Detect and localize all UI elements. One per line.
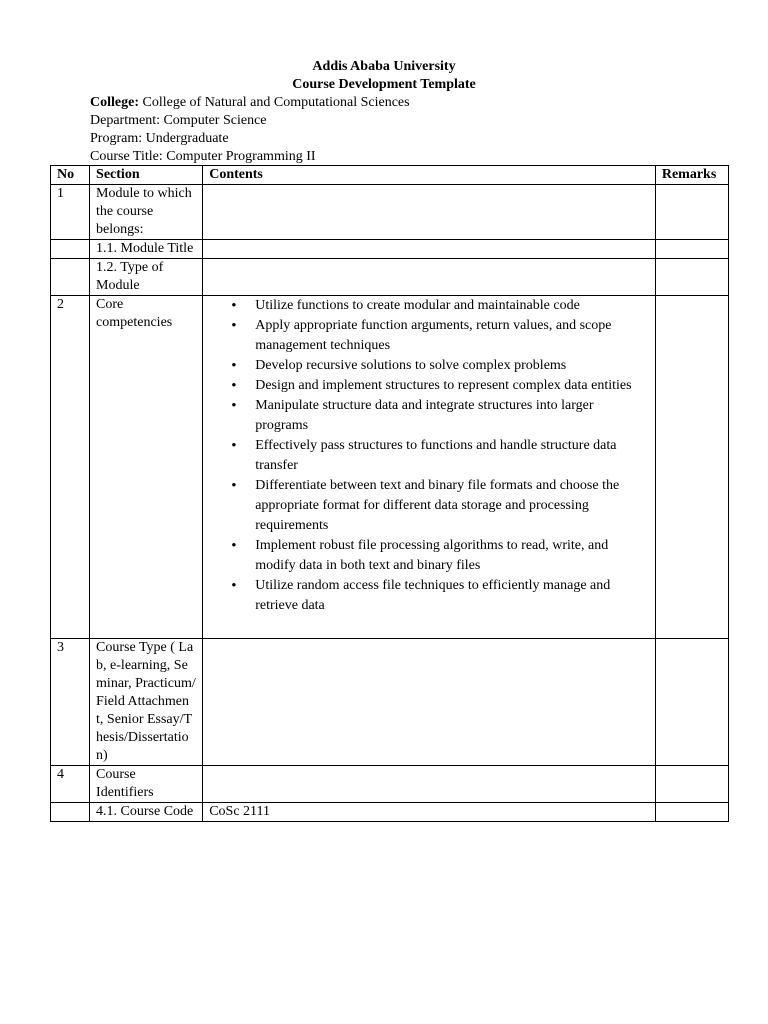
row-remarks: [655, 240, 728, 259]
row-remarks: [655, 259, 728, 296]
row-contents: [203, 240, 656, 259]
row-section: Module to which the course belongs:: [90, 185, 203, 240]
college-label: College:: [90, 95, 139, 110]
row-contents: CoSc 2111: [203, 803, 656, 822]
row-remarks: [655, 185, 728, 240]
table-header-row: [51, 166, 729, 185]
list-item: • Develop recursive solutions to solve complex problems: [255, 356, 649, 376]
course-title-line: Course Title: Computer Programming II: [90, 149, 316, 164]
row-number: [51, 240, 90, 259]
competencies-cell: [203, 296, 656, 639]
course-template-table: [50, 165, 729, 822]
list-item: • Differentiate between text and binary file formats and choose the appropriate format for different data storage and processing requirements: [255, 476, 649, 536]
row-contents: [203, 259, 656, 296]
row-section: 1.2. Type of Module: [90, 259, 203, 296]
department-line: Department: Computer Science: [90, 113, 267, 128]
list-item: • Utilize random access file techniques to efficiently manage and retrieve data: [255, 576, 649, 616]
table-row: [51, 766, 729, 803]
row-contents: [203, 185, 656, 240]
table-row: [51, 803, 729, 822]
row-section: Course Type ( Lab, e-learning, Seminar, Practicum/ Field Attachment, Senior Essay/Thesis/Dissertation): [90, 639, 203, 766]
row-number: 2: [51, 296, 90, 639]
table-row: [51, 259, 729, 296]
row-section: Core competencies: [90, 296, 203, 639]
row-number: 4: [51, 766, 90, 803]
table-row: [51, 240, 729, 259]
list-item: • Manipulate structure data and integrate structures into larger programs: [255, 396, 649, 436]
document-header: [0, 58, 768, 166]
row-remarks: [655, 766, 728, 803]
list-item: • Effectively pass structures to functions and handle structure data transfer: [255, 436, 649, 476]
row-contents: [203, 766, 656, 803]
table-row: [51, 296, 729, 639]
list-item: • Design and implement structures to represent complex data entities: [255, 376, 649, 396]
row-number: 1: [51, 185, 90, 240]
header-remarks: Remarks: [655, 166, 728, 185]
list-item: • Implement robust file processing algorithms to read, write, and modify data in both text and binary files: [255, 536, 649, 576]
program-line: Program: Undergraduate: [90, 131, 229, 146]
college-line: [0, 94, 768, 112]
list-item: • Apply appropriate function arguments, return values, and scope management techniques: [255, 316, 649, 356]
competency-list: [209, 296, 649, 616]
row-number: [51, 259, 90, 296]
row-remarks: [655, 296, 728, 639]
row-number: 3: [51, 639, 90, 766]
table-row: [51, 639, 729, 766]
header-no: No: [51, 166, 90, 185]
row-remarks: [655, 803, 728, 822]
row-section: 1.1. Module Title: [90, 240, 203, 259]
row-contents: [203, 639, 656, 766]
row-number: [51, 803, 90, 822]
college-value: College of Natural and Computational Sciences: [142, 95, 410, 110]
list-item: • Utilize functions to create modular and maintainable code: [255, 296, 649, 316]
row-remarks: [655, 639, 728, 766]
table-row: [51, 185, 729, 240]
header-section: Section: [90, 166, 203, 185]
template-title: Course Development Template: [292, 77, 476, 92]
header-contents: Contents: [203, 166, 656, 185]
row-section: 4.1. Course Code: [90, 803, 203, 822]
row-section: Course Identifiers: [90, 766, 203, 803]
university-name: Addis Ababa University: [312, 59, 456, 74]
